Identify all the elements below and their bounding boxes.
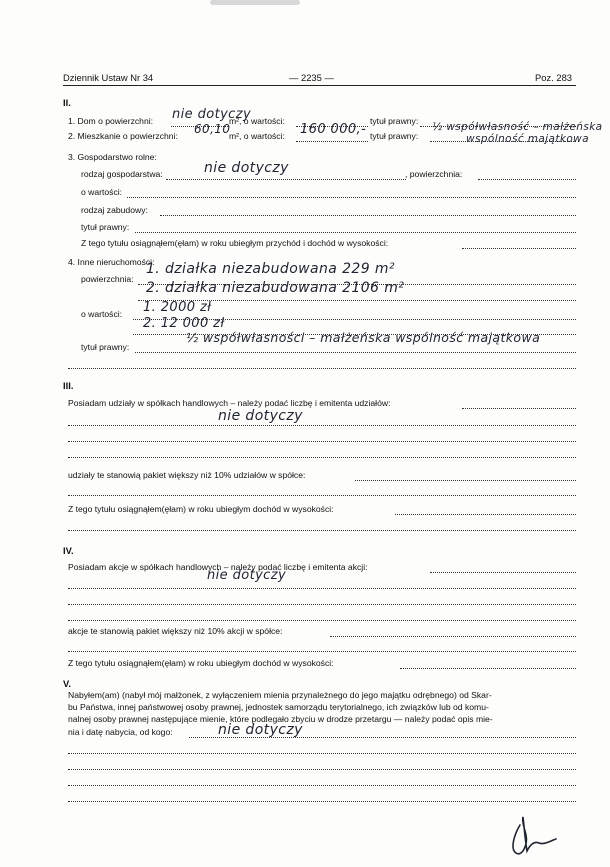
other-value-handwritten-2: 2. 12 000 zł — [143, 316, 225, 331]
farm-kind-handwritten: nie dotyczy — [204, 160, 289, 176]
section-5-title: V. — [63, 678, 71, 689]
shares-packet-label: udziały te stanowią pakiet większy niż 10% udziałów w spółce: — [68, 470, 306, 480]
other-area-label: powierzchnia: — [81, 274, 134, 284]
farm-income-label: Z tego tytułu osiągnąłem(ęłam) w roku ubiegłym przychód i dochód w wysokości: — [81, 238, 389, 248]
farm-kind-label: rodzaj gospodarstwa: — [81, 169, 163, 179]
farm-label: 3. Gospodarstwo rolne: — [68, 152, 157, 162]
other-title-handwritten: ½ współwłasności – małżeńska wspólność majątkowa — [186, 330, 541, 345]
flat-title-handwritten-1: ½ współwłasność – małżeńska — [432, 121, 603, 133]
flat-m2-label: m², o wartości: — [229, 131, 285, 141]
stocks-handwritten: nie dotyczy — [207, 568, 287, 583]
section-3-title: III. — [63, 380, 74, 391]
house-area-label: 1. Dom o powierzchni: — [68, 116, 154, 126]
farm-area-label: , powierzchnia: — [405, 169, 463, 179]
house-area-handwritten: nie dotyczy — [172, 107, 252, 122]
farm-value-label: o wartości: — [81, 187, 123, 197]
stocks-income-label: Z tego tytułu osiągnąłem(ęłam) w roku ubiegłym dochód w wysokości: — [68, 658, 334, 668]
shares-label: Posiadam udziały w spółkach handlowych – należy podać liczbę i emitenta udziałów: — [68, 398, 391, 408]
house-m2-label: m², o wartości: — [229, 116, 285, 126]
other-value-handwritten-1: 1. 2000 zł — [143, 300, 212, 315]
journal-name: Dziennik Ustaw Nr 34 — [63, 72, 154, 83]
acquisition-text-2: bu Państwa, innej państwowej osoby prawnej, jednostek samorządu terytorialnego, ich związków lub od komu- — [68, 702, 489, 712]
stocks-label: Posiadam akcje w spółkach handlowych – należy podać liczbę i emitenta akcji: — [68, 562, 368, 572]
flat-title-handwritten-2: wspólność majątkowa — [466, 133, 589, 145]
acquisition-text-3: nalnej osoby prawnej następujące mienie, które podlegało zbyciu w drodze przetargu — należy podać opis mie- — [68, 714, 493, 724]
shares-income-label: Z tego tytułu osiągnąłem(ęłam) w roku ubiegłym dochód w wysokości: — [68, 504, 334, 514]
other-title-label: tytuł prawny: — [81, 342, 130, 352]
scan-smudge — [210, 0, 300, 5]
other-area-handwritten-1: 1. działka niezabudowana 229 m² — [146, 261, 395, 277]
acquisition-handwritten: nie dotyczy — [218, 722, 303, 738]
other-property-label: 4. Inne nieruchomości: — [68, 257, 155, 267]
flat-value-handwritten: 160 000,- — [300, 122, 367, 137]
acquisition-text-1: Nabyłem(am) (nabył mój małżonek, z wyłączeniem mienia przynależnego do jego majątku odrębnego) od Skar- — [68, 690, 492, 700]
section-4-title: IV. — [63, 545, 74, 556]
farm-building-label: rodzaj zabudowy: — [81, 205, 148, 215]
stocks-packet-label: akcje te stanowią pakiet większy niż 10% akcji w spółce: — [68, 626, 283, 636]
shares-handwritten: nie dotyczy — [218, 408, 303, 424]
signature — [506, 815, 566, 861]
header-rule — [63, 85, 576, 86]
other-value-label: o wartości: — [81, 309, 123, 319]
farm-title-label: tytuł prawny: — [81, 222, 130, 232]
acquisition-text-4: nia i datę nabycia, od kogo: — [68, 727, 173, 737]
flat-area-label: 2. Mieszkanie o powierzchni: — [68, 131, 178, 141]
position-number: Poz. 283 — [535, 72, 573, 83]
flat-title-label: tytuł prawny: — [370, 131, 419, 141]
other-area-handwritten-2: 2. działka niezabudowana 2106 m² — [146, 280, 405, 296]
page-number: — 2235 — — [289, 72, 334, 83]
house-title-label: tytuł prawny: — [370, 116, 419, 126]
section-2-title: II. — [63, 97, 71, 108]
flat-area-handwritten: 60,10 — [194, 122, 231, 136]
